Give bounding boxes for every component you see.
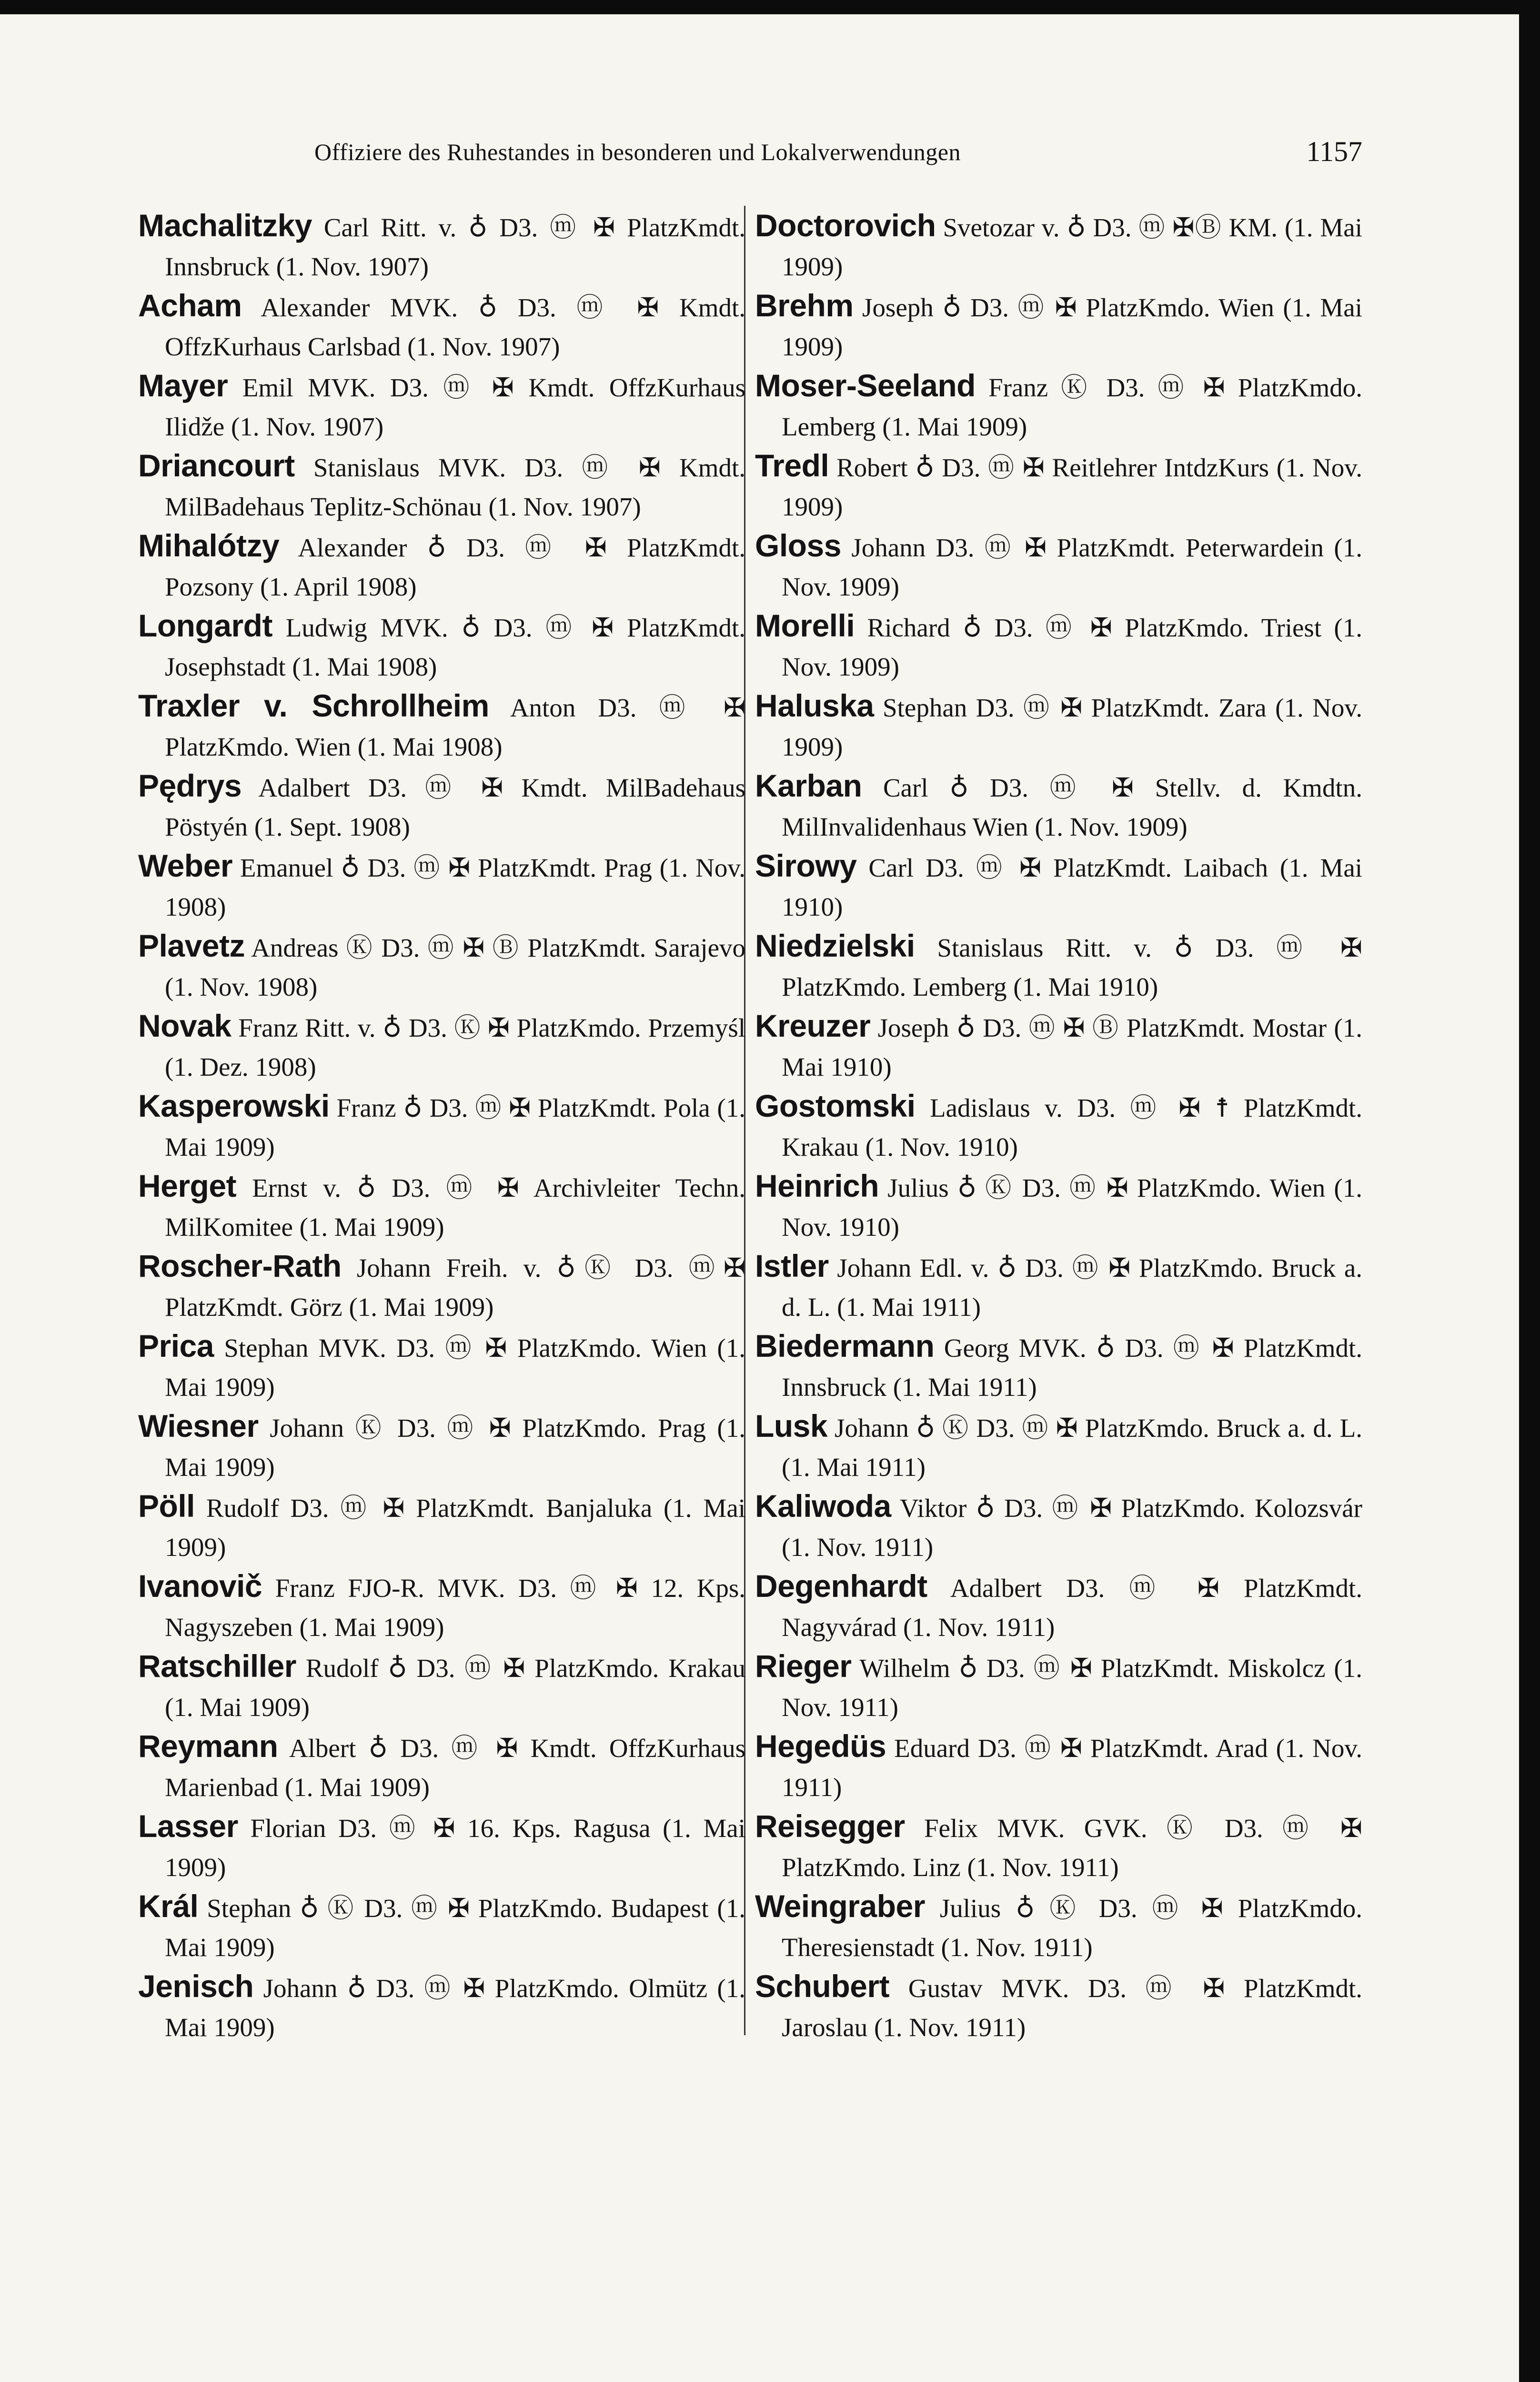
officer-entry bbox=[138, 926, 745, 1006]
officer-entry bbox=[138, 366, 745, 446]
officer-details: Georg MVK. ♁ D3. ⓜ ✠ PlatzKmdt. Innsbruck (1. Mai 1911) bbox=[782, 1333, 1362, 1402]
officer-name: Jenisch bbox=[138, 1968, 254, 2004]
officer-entry bbox=[755, 366, 1362, 446]
officer-name: Novak bbox=[138, 1008, 232, 1043]
officer-name: Kaliwoda bbox=[755, 1488, 891, 1524]
officer-details: Wilhelm ♁ D3. ⓜ ✠ PlatzKmdt. Miskolcz (1. Nov. 1911) bbox=[782, 1654, 1362, 1722]
officer-name: Lasser bbox=[138, 1808, 238, 1844]
officer-details: Florian D3. ⓜ ✠ 16. Kps. Ragusa (1. Mai 1909) bbox=[165, 1814, 745, 1882]
officer-details: Julius ♁ Ⓚ D3. ⓜ ✠ PlatzKmdo. Theresienstadt (1. Nov. 1911) bbox=[782, 1894, 1362, 1962]
officer-details: Franz Ⓚ D3. ⓜ ✠ PlatzKmdo. Lemberg (1. Mai 1909) bbox=[782, 373, 1362, 441]
officer-name: Heinrich bbox=[755, 1168, 879, 1203]
officer-details: Johann Edl. v. ♁ D3. ⓜ ✠ PlatzKmdo. Bruck a. d. L. (1. Mai 1911) bbox=[782, 1253, 1362, 1322]
officer-details: Ludwig MVK. ♁ D3. ⓜ ✠ PlatzKmdt. Josephstadt (1. Mai 1908) bbox=[165, 613, 745, 681]
officer-details: Stanislaus Ritt. v. ♁ D3. ⓜ ✠ PlatzKmdo. Lemberg (1. Mai 1910) bbox=[782, 933, 1362, 1001]
officer-entry bbox=[138, 606, 745, 686]
officer-name: Weber bbox=[138, 848, 233, 883]
right-column bbox=[755, 206, 1362, 2047]
officer-entry bbox=[138, 1086, 745, 1166]
officer-name: Karban bbox=[755, 768, 862, 803]
officer-details: Robert ♁ D3. ⓜ ✠ Reitlehrer IntdzKurs (1. Nov. 1909) bbox=[782, 453, 1362, 521]
officer-name: Pöll bbox=[138, 1488, 195, 1524]
officer-details: Johann Freih. v. ♁Ⓚ D3. ⓜ✠ PlatzKmdt. Görz (1. Mai 1909) bbox=[165, 1253, 745, 1322]
officer-entry bbox=[755, 1406, 1362, 1486]
officer-name: Kasperowski bbox=[138, 1088, 330, 1123]
officer-name: Kreuzer bbox=[755, 1008, 871, 1043]
officer-name: Mayer bbox=[138, 368, 228, 403]
officer-entry bbox=[138, 766, 745, 846]
officer-entry bbox=[755, 1646, 1362, 1726]
officer-name: Mihalótzy bbox=[138, 528, 280, 563]
officer-entry bbox=[755, 1807, 1362, 1887]
officer-entry bbox=[138, 1726, 745, 1807]
officer-name: Moser-Seeland bbox=[755, 368, 976, 403]
officer-details: Svetozar v. ♁ D3. ⓜ ✠Ⓑ KM. (1. Mai 1909) bbox=[782, 213, 1362, 281]
officer-details: Julius ♁ Ⓚ D3. ⓜ ✠ PlatzKmdo. Wien (1. Nov. 1910) bbox=[782, 1173, 1362, 1241]
officer-name: Longardt bbox=[138, 608, 272, 643]
officer-name: Herget bbox=[138, 1168, 237, 1203]
officer-details: Franz Ritt. v. ♁ D3. Ⓚ ✠ PlatzKmdo. Przemyśl (1. Dez. 1908) bbox=[165, 1013, 745, 1081]
officer-entry bbox=[138, 1967, 745, 2047]
officer-entry bbox=[138, 1486, 745, 1566]
officer-entry bbox=[138, 1807, 745, 1887]
officer-name: Niedzielski bbox=[755, 928, 915, 963]
officer-entry bbox=[755, 1887, 1362, 1967]
officer-entry bbox=[755, 1086, 1362, 1166]
officer-details: Adalbert D3. ⓜ ✠ Kmdt. MilBadehaus Pöstyén (1. Sept. 1908) bbox=[165, 773, 745, 841]
officer-name: Roscher-Rath bbox=[138, 1248, 342, 1283]
officer-entry bbox=[755, 206, 1362, 286]
officer-entry bbox=[755, 1726, 1362, 1807]
officer-entry bbox=[138, 526, 745, 606]
officer-details: Joseph ♁ D3. ⓜ ✠ Ⓑ PlatzKmdt. Mostar (1. Mai 1910) bbox=[782, 1013, 1362, 1081]
officer-name: Reymann bbox=[138, 1728, 278, 1764]
officer-entry bbox=[755, 606, 1362, 686]
officer-name: Wiesner bbox=[138, 1408, 259, 1443]
officer-entry bbox=[755, 1326, 1362, 1406]
officer-details: Viktor ♁ D3. ⓜ ✠ PlatzKmdo. Kolozsvár (1. Nov. 1911) bbox=[782, 1494, 1362, 1562]
officer-name: Pędrys bbox=[138, 768, 242, 803]
officer-entry bbox=[138, 1406, 745, 1486]
officer-name: Machalitzky bbox=[138, 208, 312, 243]
officer-name: Schubert bbox=[755, 1968, 890, 2004]
officer-entry bbox=[755, 446, 1362, 526]
officer-details: Felix MVK. GVK. Ⓚ D3. ⓜ ✠ PlatzKmdo. Linz (1. Nov. 1911) bbox=[782, 1814, 1362, 1882]
officer-entry bbox=[755, 526, 1362, 606]
officer-entry bbox=[755, 1006, 1362, 1086]
officer-entry bbox=[755, 286, 1362, 366]
officer-entry bbox=[138, 1566, 745, 1646]
officer-details: Anton D3. ⓜ ✠ PlatzKmdo. Wien (1. Mai 1908) bbox=[165, 693, 745, 761]
officer-details: Rudolf D3. ⓜ ✠ PlatzKmdt. Banjaluka (1. Mai 1909) bbox=[165, 1494, 745, 1562]
officer-entry bbox=[138, 1887, 745, 1967]
officer-entry bbox=[755, 766, 1362, 846]
officer-details: Andreas Ⓚ D3. ⓜ ✠ Ⓑ PlatzKmdt. Sarajevo (1. Nov. 1908) bbox=[165, 933, 745, 1001]
officer-name: Prica bbox=[138, 1328, 214, 1363]
left-column bbox=[138, 206, 745, 2047]
officer-details: Carl Ritt. v. ♁ D3. ⓜ ✠ PlatzKmdt. Innsbruck (1. Nov. 1907) bbox=[165, 213, 745, 281]
officer-name: Haluska bbox=[755, 688, 874, 723]
officer-name: Morelli bbox=[755, 608, 855, 643]
officer-details: Alexander MVK. ♁ D3. ⓜ ✠ Kmdt. OffzKurhaus Carlsbad (1. Nov. 1907) bbox=[165, 293, 745, 361]
officer-entry bbox=[755, 686, 1362, 766]
officer-name: Reisegger bbox=[755, 1808, 905, 1844]
officer-name: Biedermann bbox=[755, 1328, 935, 1363]
officer-details: Carl D3. ⓜ ✠ PlatzKmdt. Laibach (1. Mai 1910) bbox=[782, 853, 1362, 921]
officer-details: Richard ♁ D3. ⓜ ✠ PlatzKmdo. Triest (1. Nov. 1909) bbox=[782, 613, 1362, 681]
officer-entry bbox=[138, 1646, 745, 1726]
officer-details: Rudolf ♁ D3. ⓜ ✠ PlatzKmdo. Krakau (1. Mai 1909) bbox=[165, 1654, 745, 1722]
officer-entry bbox=[138, 286, 745, 366]
officer-details: Stephan MVK. D3. ⓜ ✠ PlatzKmdo. Wien (1. Mai 1909) bbox=[165, 1333, 745, 1402]
officer-details: Alexander ♁ D3. ⓜ ✠ PlatzKmdt. Pozsony (1. April 1908) bbox=[165, 533, 745, 601]
officer-name: Acham bbox=[138, 288, 242, 323]
officer-details: Carl ♁ D3. ⓜ ✠ Stellv. d. Kmdtn. MilInvalidenhaus Wien (1. Nov. 1909) bbox=[782, 773, 1362, 841]
officer-name: Gloss bbox=[755, 528, 841, 563]
officer-entry bbox=[138, 446, 745, 526]
officer-name: Driancourt bbox=[138, 448, 295, 483]
officer-name: Brehm bbox=[755, 288, 854, 323]
officer-name: Sirowy bbox=[755, 848, 857, 883]
officer-name: Rieger bbox=[755, 1648, 852, 1684]
officer-entry bbox=[755, 1166, 1362, 1246]
officer-details: Stanislaus MVK. D3. ⓜ ✠ Kmdt. MilBadehaus Teplitz-Schönau (1. Nov. 1907) bbox=[165, 453, 745, 521]
officer-details: Albert ♁ D3. ⓜ ✠ Kmdt. OffzKurhaus Marienbad (1. Mai 1909) bbox=[165, 1734, 745, 1802]
officer-entry bbox=[138, 1246, 745, 1326]
officer-entry bbox=[755, 846, 1362, 926]
officer-name: Hegedüs bbox=[755, 1728, 886, 1764]
officer-entry bbox=[138, 1166, 745, 1246]
officer-details: Adalbert D3. ⓜ ✠ PlatzKmdt. Nagyvárad (1. Nov. 1911) bbox=[782, 1574, 1362, 1642]
officer-details: Johann Ⓚ D3. ⓜ ✠ PlatzKmdo. Prag (1. Mai 1909) bbox=[165, 1413, 745, 1482]
officer-details: Emanuel ♁ D3. ⓜ ✠ PlatzKmdt. Prag (1. Nov. 1908) bbox=[165, 853, 745, 921]
officer-details: Johann ♁ D3. ⓜ ✠ PlatzKmdo. Olmütz (1. Mai 1909) bbox=[165, 1974, 745, 2042]
officer-entry bbox=[138, 846, 745, 926]
page-number: 1157 bbox=[1306, 136, 1362, 167]
officer-details: Gustav MVK. D3. ⓜ ✠ PlatzKmdt. Jaroslau (1. Nov. 1911) bbox=[782, 1974, 1362, 2042]
officer-details: Ladislaus v. D3. ⓜ ✠ ☨ PlatzKmdt. Krakau (1. Nov. 1910) bbox=[782, 1093, 1362, 1161]
officer-name: Istler bbox=[755, 1248, 829, 1283]
officer-name: Gostomski bbox=[755, 1088, 916, 1123]
officer-name: Tredl bbox=[755, 448, 829, 483]
officer-entry bbox=[138, 206, 745, 286]
officer-details: Stephan D3. ⓜ ✠ PlatzKmdt. Zara (1. Nov. 1909) bbox=[782, 693, 1362, 761]
officer-details: Stephan ♁ Ⓚ D3. ⓜ ✠ PlatzKmdo. Budapest (1. Mai 1909) bbox=[165, 1894, 745, 1962]
officer-name: Weingraber bbox=[755, 1888, 925, 1924]
officer-entry bbox=[755, 1566, 1362, 1646]
officer-details: Franz FJO-R. MVK. D3. ⓜ ✠ 12. Kps. Nagyszeben (1. Mai 1909) bbox=[165, 1574, 745, 1642]
officer-name: Doctorovich bbox=[755, 208, 936, 243]
officer-details: Emil MVK. D3. ⓜ ✠ Kmdt. OffzKurhaus Ilidže (1. Nov. 1907) bbox=[165, 373, 745, 441]
officer-name: Lusk bbox=[755, 1408, 828, 1443]
officer-entry bbox=[755, 1967, 1362, 2047]
officer-name: Ivanovič bbox=[138, 1568, 262, 1604]
officer-details: Johann ♁ Ⓚ D3. ⓜ ✠ PlatzKmdo. Bruck a. d. L. (1. Mai 1911) bbox=[782, 1413, 1362, 1482]
officer-entry bbox=[755, 1246, 1362, 1326]
officer-details: Ernst v. ♁ D3. ⓜ ✠ Archivleiter Techn. MilKomitee (1. Mai 1909) bbox=[165, 1173, 745, 1241]
officer-entry bbox=[138, 1006, 745, 1086]
running-title: Offiziere des Ruhestandes in besonderen und Lokalverwendungen bbox=[314, 139, 961, 165]
officer-details: Joseph ♁ D3. ⓜ ✠ PlatzKmdo. Wien (1. Mai 1909) bbox=[782, 293, 1362, 361]
officer-name: Plavetz bbox=[138, 928, 245, 963]
officer-details: Eduard D3. ⓜ ✠ PlatzKmdt. Arad (1. Nov. 1911) bbox=[782, 1734, 1362, 1802]
officer-details: Johann D3. ⓜ ✠ PlatzKmdt. Peterwardein (1. Nov. 1909) bbox=[782, 533, 1362, 601]
officer-entry bbox=[755, 926, 1362, 1006]
officer-name: Traxler v. Schrollheim bbox=[138, 688, 489, 723]
officer-name: Degenhardt bbox=[755, 1568, 927, 1604]
officer-name: Král bbox=[138, 1888, 199, 1924]
officer-entry bbox=[138, 1326, 745, 1406]
officer-entry bbox=[755, 1486, 1362, 1566]
officer-name: Ratschiller bbox=[138, 1648, 296, 1684]
officer-entry bbox=[138, 686, 745, 766]
officer-details: Franz ♁ D3. ⓜ ✠ PlatzKmdt. Pola (1. Mai 1909) bbox=[165, 1093, 745, 1161]
